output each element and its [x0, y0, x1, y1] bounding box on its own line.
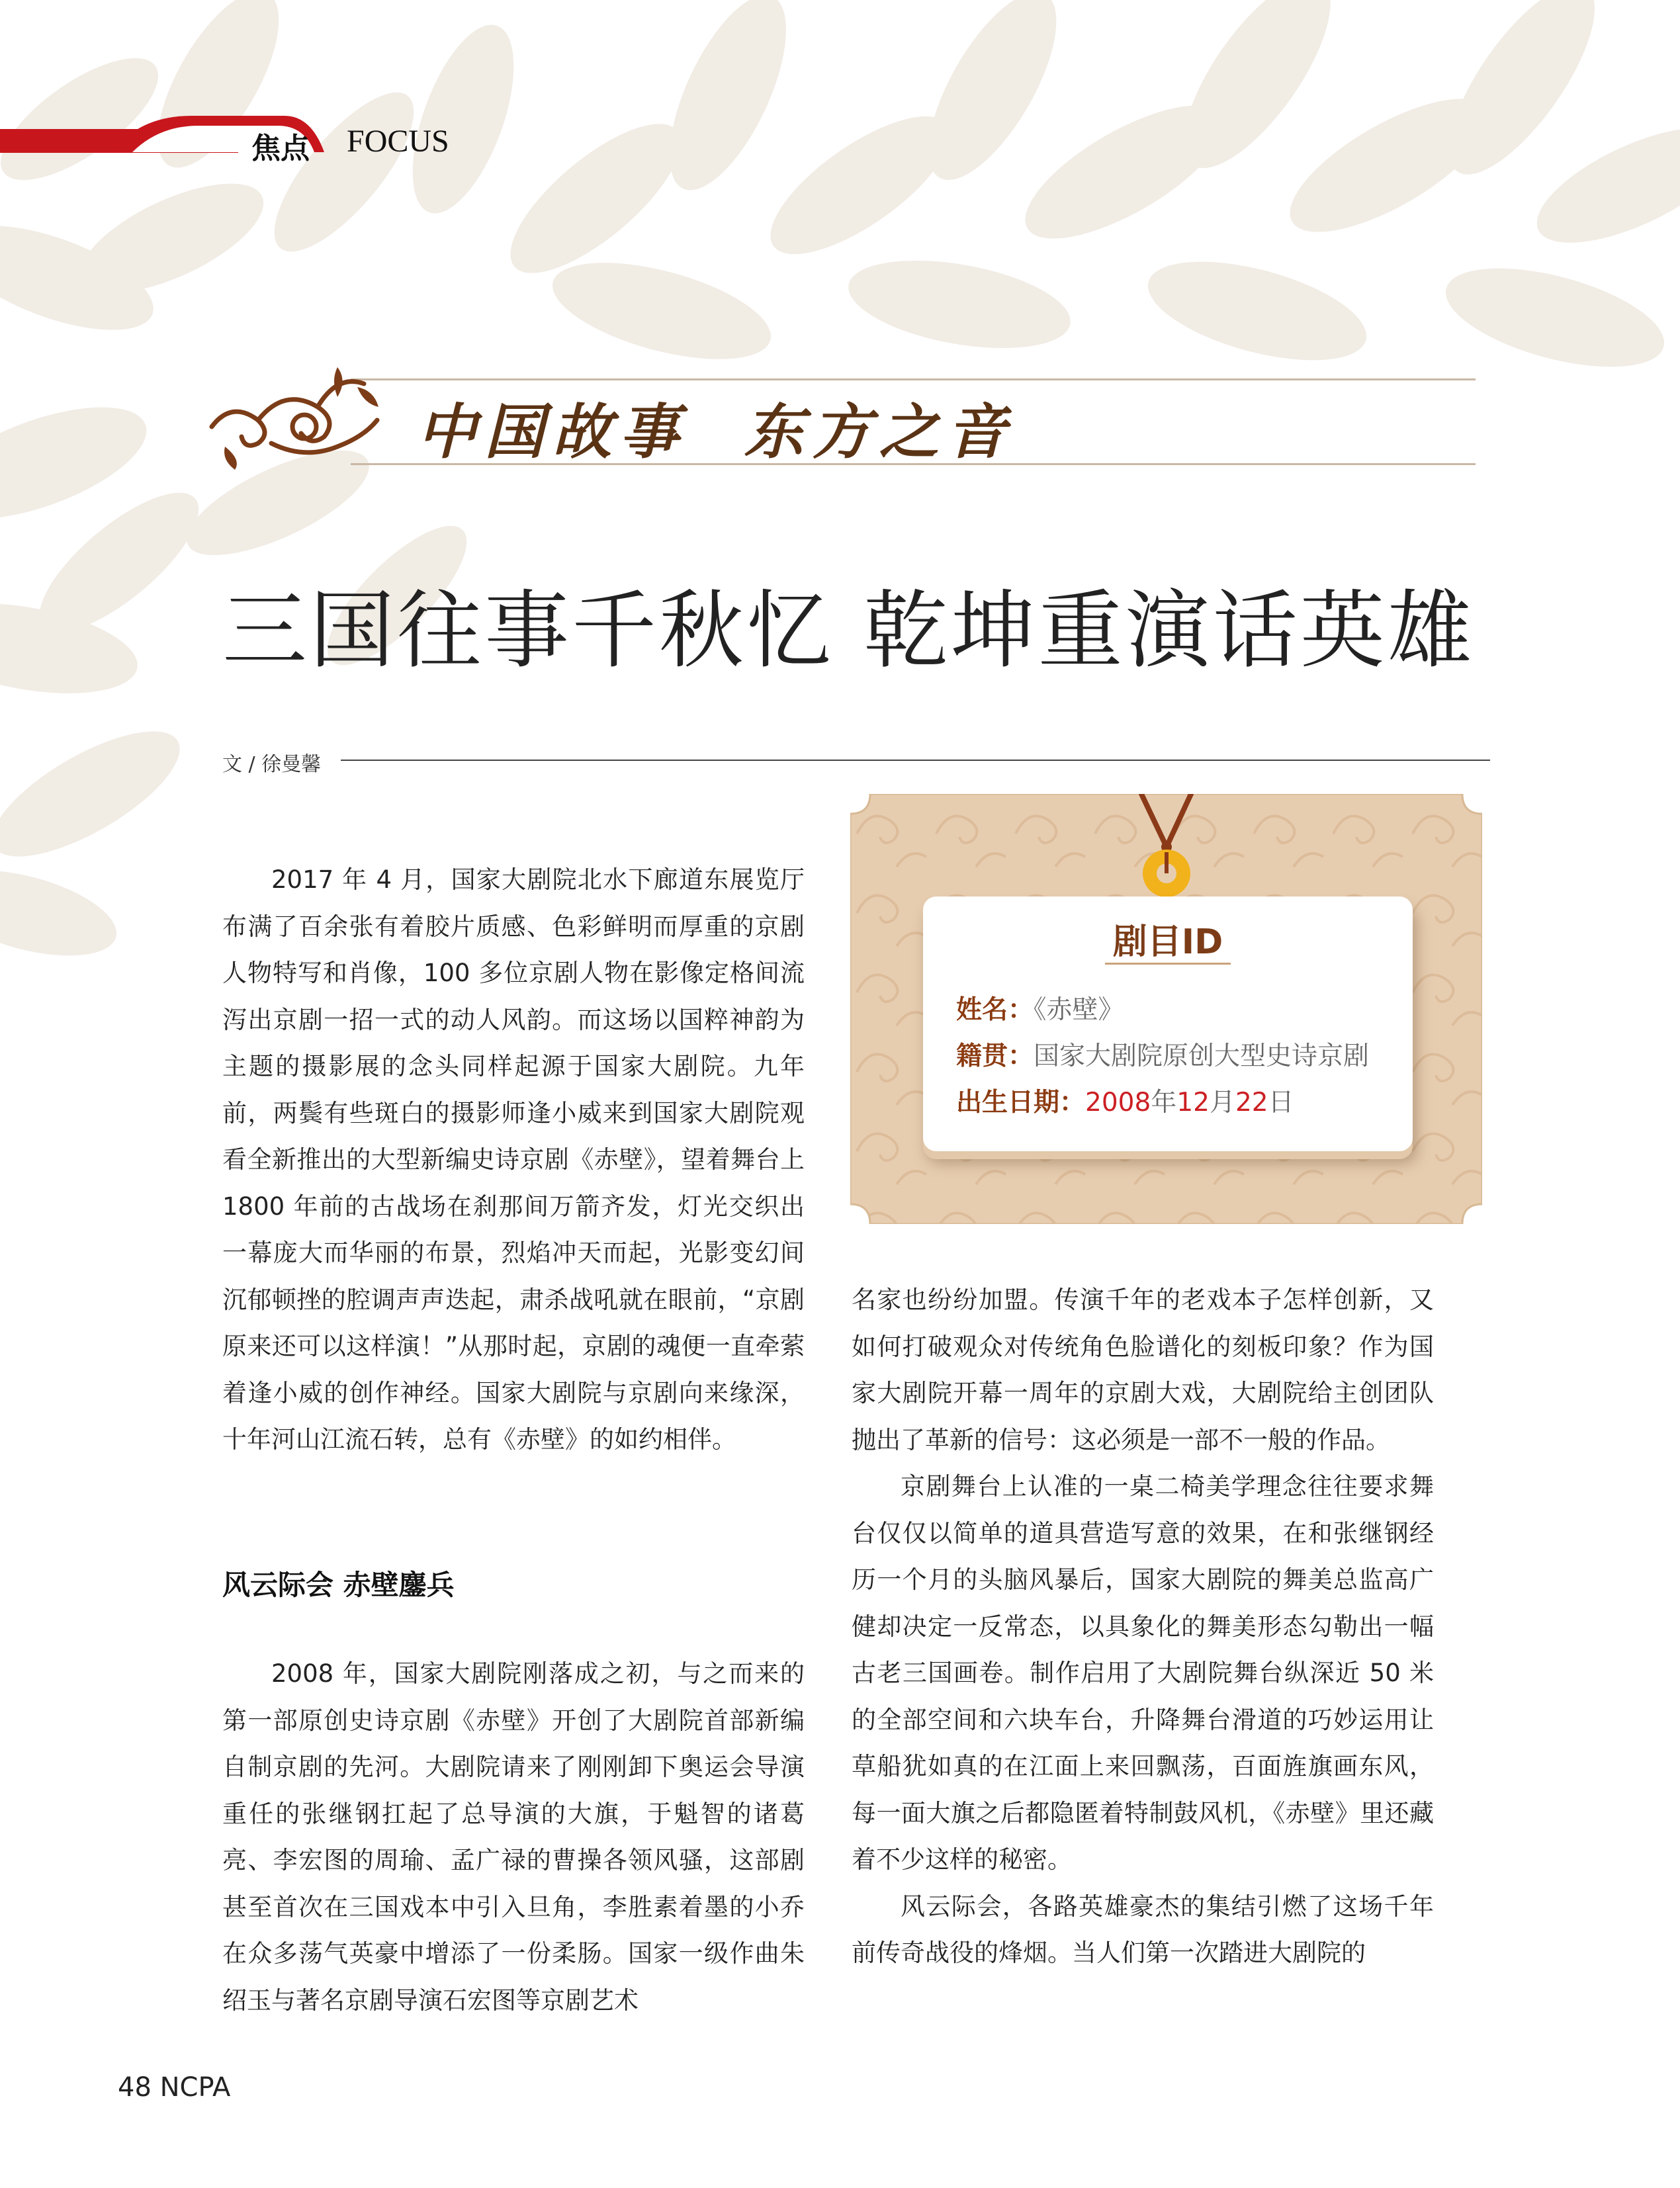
left-column-bottom [222, 1651, 805, 2024]
header-tab-shape [112, 112, 351, 152]
tag-origin-label: 籍贯： [956, 1041, 1034, 1071]
tag-row-name [956, 989, 1124, 1026]
tag-birth-day-unit: 日 [1268, 1088, 1294, 1117]
motto-slogan: 中国故事 东方之音 [417, 397, 1014, 467]
page-footer [118, 2072, 230, 2103]
left-column-top [222, 857, 805, 1464]
tag-birth-month-unit: 月 [1209, 1088, 1235, 1117]
paragraph: 京剧舞台上认准的一桌二椅美学理念往往要求舞台仅仅以简单的道具营造写意的效果，在和张继钢经历一个月的头脑风暴后，国家大剧院的舞美总监高广健却决定一反常态，以具象化的舞美形态勾勒出一幅古老三国画卷。制作启用了大剧院舞台纵深近 50 米的全部空间和六块车台，升降舞台滑道的巧妙运用让草船犹如真的在江面上来回飘荡，百面旌旗画东风，每一面大旗之后都隐匿着特制鼓风机，《赤壁》里还藏着不少这样的秘密。 [852, 1472, 1434, 1874]
profile-tag-panel [923, 897, 1413, 1151]
paragraph: 2008 年，国家大剧院刚落成之初，与之而来的第一部原创史诗京剧《赤壁》开创了大剧院首部新编自制京剧的先河。大剧院请来了刚刚卸下奥运会导演重任的张继钢扛起了总导演的大旗，于魁智的诸葛亮、李宏图的周瑜、孟广禄的曹操各领风骚，这部剧甚至首次在三国戏本中引入旦角，李胜素着墨的小乔在众多荡气英豪中增添了一份柔肠。国家一级作曲朱绍玉与著名京剧导演石宏图等京剧艺术 [222, 1659, 805, 2015]
byline-rule [341, 760, 1490, 761]
motto-top-rule [351, 378, 1476, 380]
section-subheading: 风云际会 赤壁鏖兵 [222, 1569, 455, 1601]
byline: 文 / 徐曼馨 [222, 753, 322, 776]
tag-name-value: 《赤壁》 [1034, 995, 1124, 1025]
tag-row-origin [956, 1035, 1369, 1072]
publication-name: NCPA [159, 2072, 231, 2103]
tag-heading-underline [1105, 963, 1231, 965]
paragraph: 风云际会，各路英雄豪杰的集结引燃了这场千年前传奇战役的烽烟。当人们第一次踏进大剧院的 [852, 1892, 1434, 1967]
tag-name-label: 姓名： [956, 995, 1034, 1025]
right-column [852, 1277, 1434, 1977]
paragraph: 2017 年 4 月，国家大剧院北水下廊道东展览厅布满了百余张有着胶片质感、色彩鲜明而厚重的京剧人物特写和肖像，100 多位京剧人物在影像定格间流泻出京剧一招一式的动人风韵。而这场以国粹神韵为主题的摄影展的念头同样起源于国家大剧院。九年前，两鬓有些斑白的摄影师逢小威来到国家大剧院观看全新推出的大型新编史诗京剧《赤壁》，望着舞台上 1800 年前的古战场在刹那间万箭齐发，灯光交织出一幕庞大而华丽的布景，烈焰冲天而起，光影变幻间沉郁顿挫的腔调声声迭起，肃杀战吼就在眼前，“京剧原来还可以这样演！”从那时起，京剧的魂便一直牵萦着逢小威的创作神经。国家大剧院与京剧向来缘深，十年河山江流石转，总有《赤壁》的如约相伴。 [222, 865, 805, 1454]
tag-heading: 剧目ID [1112, 922, 1223, 962]
article-title: 三国往事千秋忆 乾坤重演话英雄 [222, 582, 1475, 680]
tag-birth-day: 22 [1235, 1088, 1268, 1117]
tag-birth-year: 2008 [1085, 1088, 1151, 1117]
page-number: 48 [118, 2072, 152, 2103]
section-label-en: FOCUS [347, 124, 449, 159]
floral-scroll-ornament [205, 361, 384, 473]
section-label-cn: 焦点 [251, 132, 310, 165]
tag-birth-label: 出生日期： [956, 1088, 1086, 1117]
tag-birth-year-unit: 年 [1151, 1088, 1177, 1117]
tag-birth-month: 12 [1176, 1088, 1210, 1117]
paragraph: 名家也纷纷加盟。传演千年的老戏本子怎样创新，又如何打破观众对传统角色脸谱化的刻板印象？作为国家大剧院开幕一周年的京剧大戏，大剧院给主创团队抛出了革新的信号：这必须是一部不一般的作品。 [852, 1286, 1434, 1454]
tag-row-birth [956, 1082, 1294, 1119]
tag-origin-value: 国家大剧院原创大型史诗京剧 [1034, 1041, 1370, 1071]
